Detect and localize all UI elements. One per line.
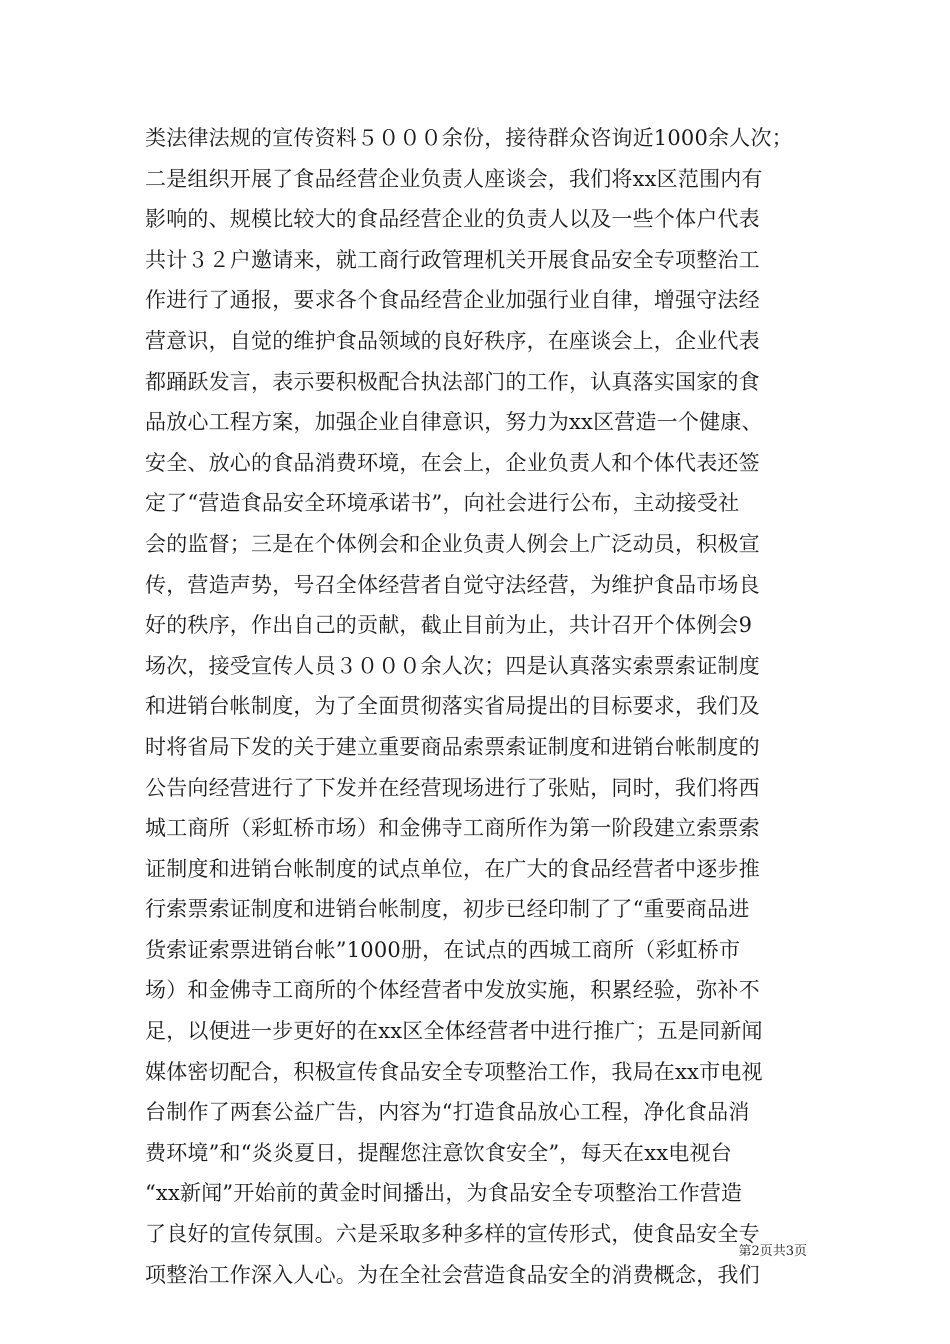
text-line: 了良好的宣传氛围。六是采取多种多样的宣传形式，使食品安全专 (145, 1222, 760, 1247)
text-line: 好的秩序，作出自己的贡献，截止目前为止，共计召开个体例会9 (145, 613, 753, 638)
text-line: 二是组织开展了食品经营企业负责人座谈会，我们将xx区范围内有 (145, 166, 763, 191)
text-line: 影响的、规模比较大的食品经营企业的负责人以及一些个体户代表 (145, 207, 760, 232)
text-line: 安全、放心的食品消费环境，在会上，企业负责人和个体代表还签 (145, 450, 760, 475)
text-line: 媒体密切配合，积极宣传食品安全专项整治工作，我局在xx市电视 (145, 1059, 763, 1084)
text-line: 台制作了两套公益广告，内容为“打造食品放心工程，净化食品消 (145, 1100, 750, 1125)
page-footer: 第2页共3页 (738, 1244, 807, 1259)
text-line: 公告向经营进行了下发并在经营现场进行了张贴，同时，我们将西 (145, 775, 760, 800)
text-line: 传，营造声势，号召全体经营者自觉守法经营，为维护食品市场良 (145, 572, 760, 597)
text-line: 证制度和进销台帐制度的试点单位，在广大的食品经营者中逐步推 (145, 856, 760, 881)
text-line: 类法律法规的宣传资料５０００余份，接待群众咨询近1000余人次； (145, 126, 793, 150)
text-line: 城工商所（彩虹桥市场）和金佛寺工商所作为第一阶段建立索票索 (145, 816, 760, 841)
text-line: 行索票索证制度和进销台帐制度，初步已经印制了了“重要商品进 (145, 897, 750, 922)
text-line: 共计３２户邀请来，就工商行政管理机关开展食品安全专项整治工 (145, 247, 760, 272)
text-line: 场）和金佛寺工商所的个体经营者中发放实施，积累经验，弥补不 (145, 978, 760, 1003)
text-line: “xx新闻”开始前的黄金时间播出，为食品安全专项整治工作营造 (145, 1181, 743, 1206)
body-text (145, 118, 805, 1295)
text-line: 项整治工作深入人心。为在全社会营造食品安全的消费概念，我们 (145, 1262, 760, 1287)
text-line: 和进销台帐制度，为了全面贯彻落实省局提出的目标要求，我们及 (145, 694, 760, 719)
text-line: 货索证索票进销台帐”1000册，在试点的西城工商所（彩虹桥市 (145, 937, 741, 962)
text-line: 品放心工程方案，加强企业自律意识，努力为xx区营造一个健康、 (145, 410, 763, 435)
text-line: 会的监督；三是在个体例会和企业负责人例会上广泛动员，积极宣 (145, 531, 760, 556)
text-line: 定了“营造食品安全环境承诺书”，向社会进行公布，主动接受社 (145, 491, 740, 516)
text-line: 时将省局下发的关于建立重要商品索票索证制度和进销台帐制度的 (145, 734, 760, 759)
text-line: 足，以便进一步更好的在xx区全体经营者中进行推广；五是同新闻 (145, 1019, 763, 1044)
text-line: 营意识，自觉的维护食品领域的良好秩序，在座谈会上，企业代表 (145, 328, 760, 353)
text-line: 作进行了通报，要求各个食品经营企业加强行业自律，增强守法经 (145, 288, 760, 313)
text-line: 都踊跃发言，表示要积极配合执法部门的工作，认真落实国家的食 (145, 369, 760, 394)
text-line: 场次，接受宣传人员３０００余人次；四是认真落实索票索证制度 (145, 653, 760, 678)
text-line: 费环境”和“炎炎夏日，提醒您注意饮食安全”，每天在xx电视台 (145, 1140, 732, 1165)
